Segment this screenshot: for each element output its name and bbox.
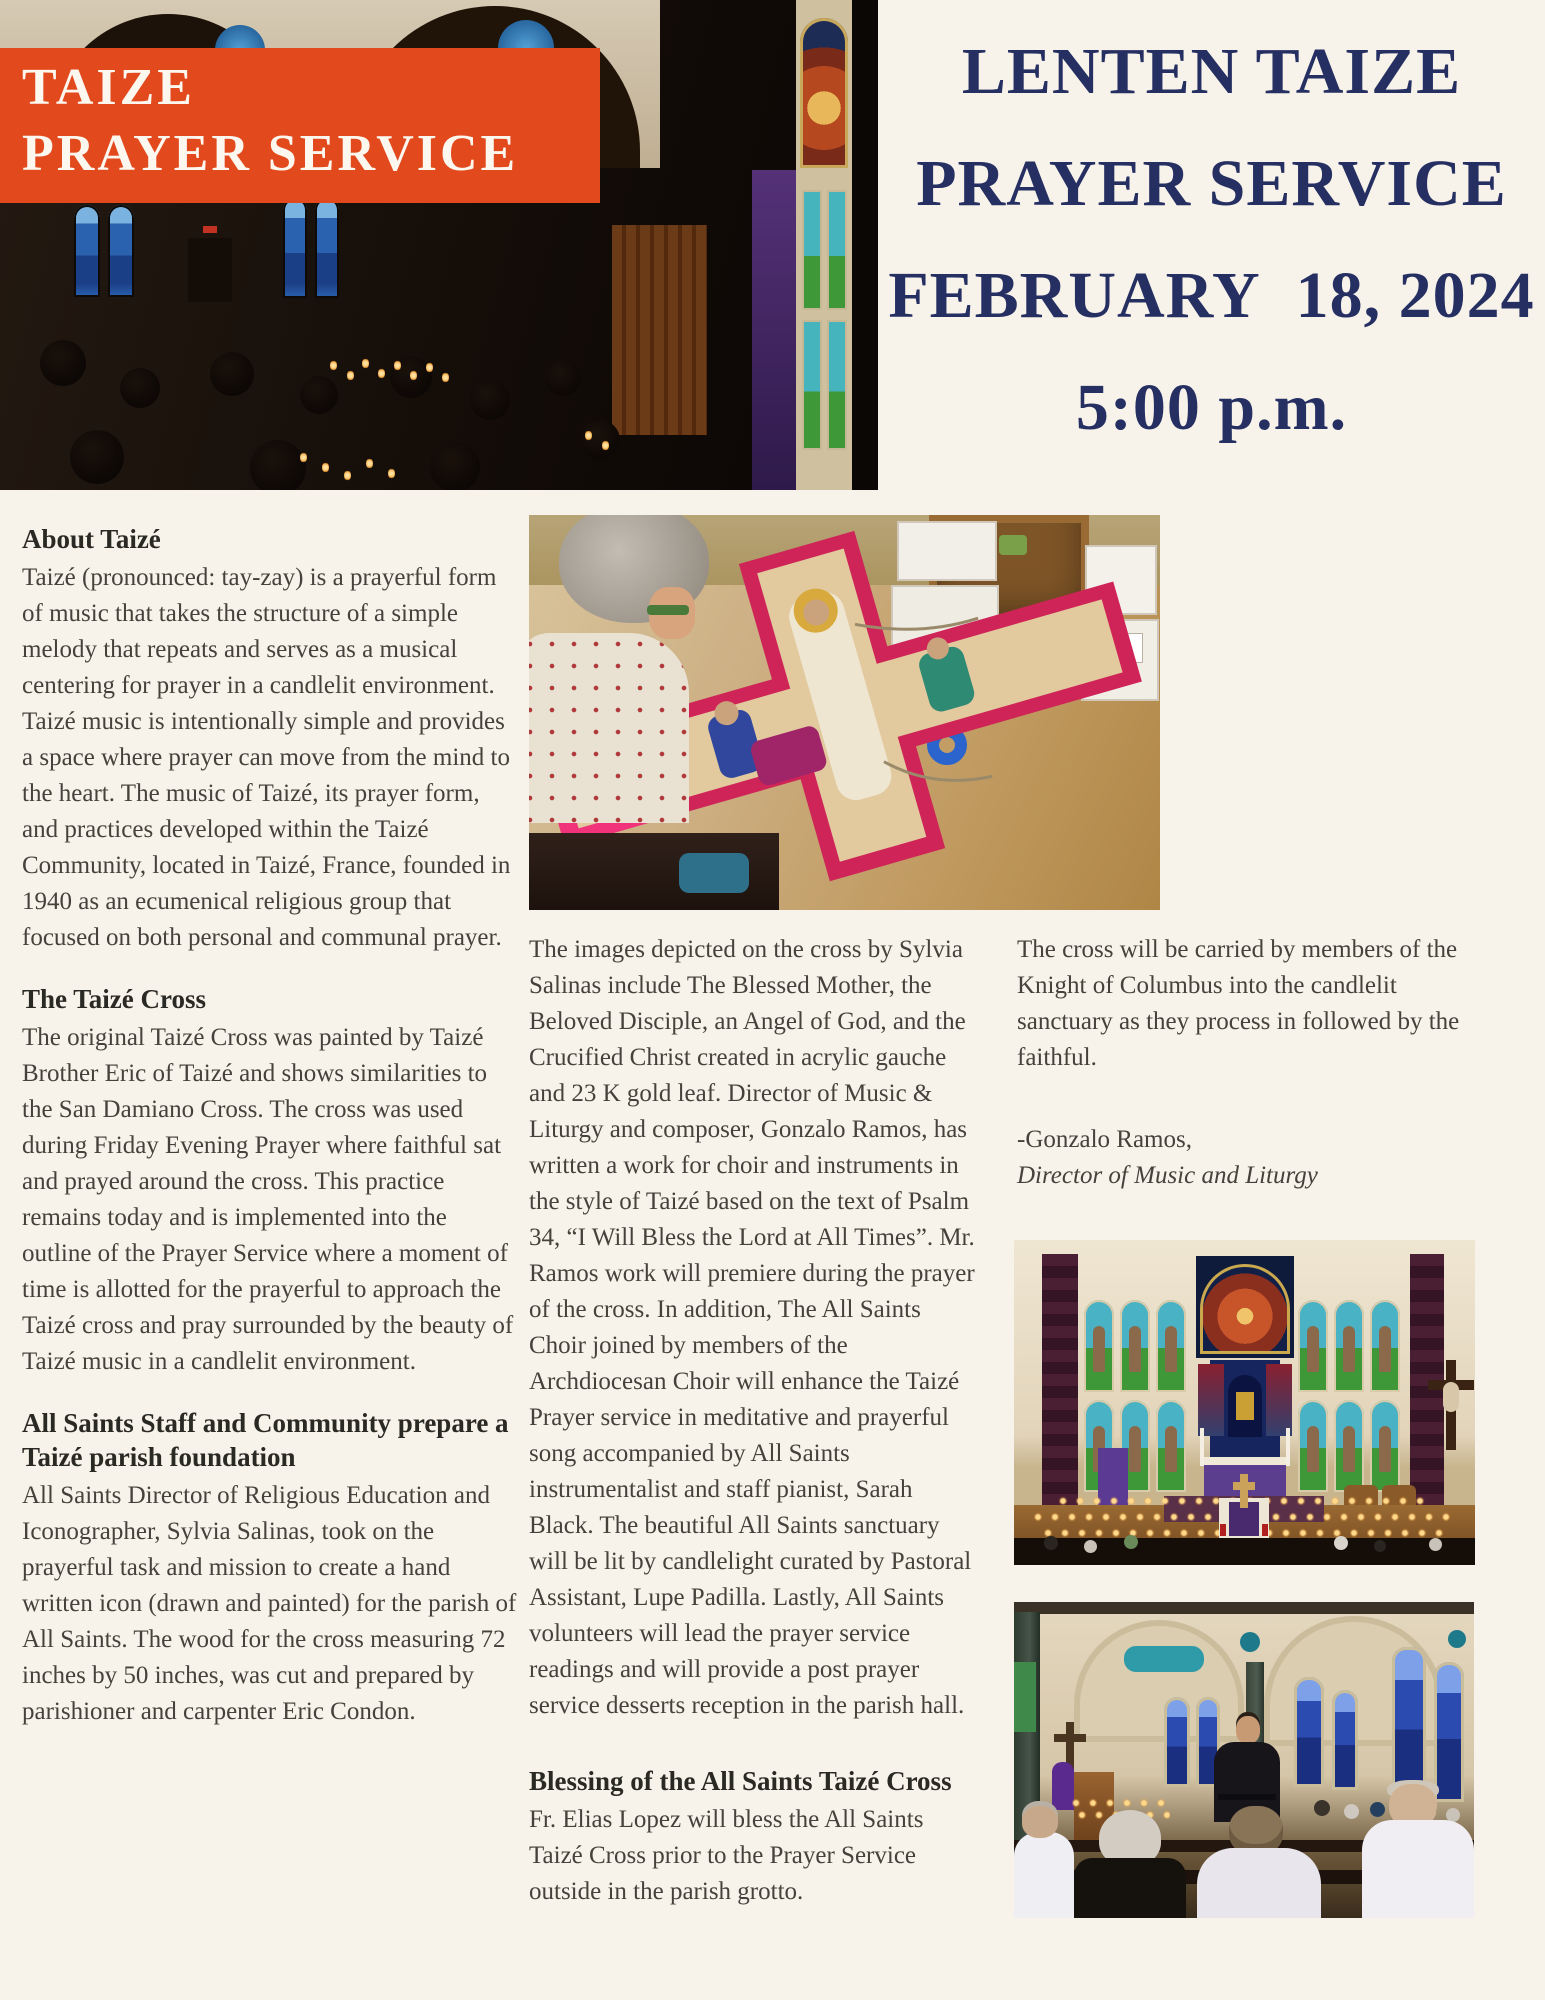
worshipper-head	[1124, 1535, 1138, 1549]
icon-banner	[1198, 1364, 1224, 1436]
icon-panel	[802, 190, 822, 310]
white-shirt	[1362, 1820, 1474, 1918]
candle	[362, 358, 369, 369]
event-title-line: FEBRUARY 18, 2024	[888, 259, 1535, 332]
candle	[442, 372, 449, 383]
icon-panel	[827, 320, 847, 450]
tabernacle	[1236, 1392, 1254, 1420]
worshipper-head	[1429, 1538, 1442, 1551]
choir-photo	[1014, 1602, 1474, 1918]
white-shirt	[1197, 1848, 1321, 1918]
foreground-worshipper-shirt	[1014, 1832, 1074, 1918]
green-glasses	[647, 605, 689, 615]
altar-candle	[1286, 1428, 1290, 1466]
event-title-line: PRAYER SERVICE	[916, 147, 1507, 220]
iconographer-floral-blouse	[529, 633, 689, 823]
event-title-line: 5:00 p.m.	[1075, 371, 1348, 444]
candle	[585, 430, 592, 441]
person-silhouette	[40, 340, 86, 386]
section-about-taize	[22, 522, 519, 956]
spandrel-medallion	[1240, 1632, 1260, 1652]
saint-icon-niche	[1334, 1400, 1364, 1492]
statue-figure	[1052, 1762, 1074, 1810]
icon-mural	[800, 18, 848, 168]
stained-glass-window	[108, 205, 134, 297]
sanctuary-photo	[1014, 1240, 1475, 1565]
candle	[330, 360, 337, 371]
hero-church-photo	[0, 0, 878, 490]
candle	[394, 360, 401, 371]
dark-jacket	[1074, 1858, 1186, 1918]
saint-icon-niche	[1084, 1300, 1114, 1392]
event-title-line: LENTEN TAIZE	[961, 35, 1462, 108]
person-silhouette	[210, 352, 254, 396]
spandrel-medallion	[1448, 1630, 1466, 1648]
right-column	[1017, 932, 1469, 1194]
stained-glass-window	[1294, 1677, 1324, 1787]
section-body: The original Taizé Cross was painted by Taizé Brother Eric of Taizé and shows similarities to the San Damiano Cross. The cross was used during Friday Evening Prayer where faithful sat and prayed around the cross. This practice remains today and is implemented into the outline of the Prayer Service where a moment of time is allotted for the prayerful to approach the Taizé cross and pray surrounded by the beauty of Taizé music in a candlelit environment.	[22, 1024, 514, 1375]
person-silhouette	[120, 368, 160, 408]
candle	[300, 452, 307, 463]
saint-icon-niche	[1370, 1300, 1400, 1392]
altar-candle	[1200, 1428, 1204, 1466]
candle	[602, 440, 609, 451]
worshipper-head	[1374, 1540, 1386, 1552]
candle	[344, 470, 351, 481]
candle	[322, 462, 329, 473]
saint-icon-niche	[1370, 1400, 1400, 1492]
candle	[410, 370, 417, 381]
san-damiano-cross	[1240, 1474, 1248, 1508]
church-door	[188, 238, 232, 302]
event-title	[878, 16, 1545, 464]
stained-glass-window	[1392, 1647, 1426, 1797]
saint-icon-niche	[1156, 1400, 1186, 1492]
stained-glass-window	[315, 198, 339, 298]
burgundy-drape	[1042, 1254, 1078, 1506]
section-heading: About Taizé	[22, 524, 161, 554]
purple-drape	[752, 170, 796, 490]
dark-pillar	[852, 0, 878, 490]
saint-icon-niche	[1120, 1300, 1150, 1392]
section-taize-cross	[22, 982, 519, 1380]
green-icon-panel	[1014, 1662, 1036, 1732]
saint-icon-niche	[1156, 1300, 1186, 1392]
section-body: All Saints Director of Religious Education and Iconographer, Sylvia Salinas, took on the prayerful task and mission to create a hand written icon (drawn and painted) for the parish of All Saints. The wood for the cross measuring 72 inches by 50 inches, was cut and prepared by parishioner and carpenter Eric Condon.	[22, 1482, 517, 1725]
teal-object	[679, 853, 749, 893]
section-body: Taizé (pronounced: tay-zay) is a prayerful form of music that takes the structure of a simple melody that repeats and serves as a musical centering for prayer in a candlelit environment. Taizé music is intentionally simple and provides a space where prayer can move from the mind to the heart. The music of Taizé, its prayer form, and practices developed within the Taizé Community, located in Taizé, France, founded in 1940 as an ecumenical religious group that focused on both personal and communal prayer.	[22, 564, 511, 951]
pews	[1014, 1538, 1475, 1565]
congregant-head	[1314, 1800, 1330, 1816]
middle-column	[529, 932, 981, 1910]
saint-icon-niche	[1334, 1300, 1364, 1392]
candle	[347, 370, 354, 381]
person-silhouette	[470, 380, 510, 420]
person-silhouette	[430, 442, 480, 490]
congregant-head	[1344, 1804, 1359, 1819]
stained-glass-window	[1434, 1662, 1464, 1802]
signature-name: -Gonzalo Ramos,	[1017, 1126, 1192, 1153]
saint-icon-niche	[1298, 1300, 1328, 1392]
stained-glass-window	[1164, 1697, 1190, 1787]
red-candle	[1262, 1524, 1268, 1536]
person-silhouette	[545, 360, 581, 396]
person-silhouette	[250, 440, 306, 490]
section-heading: All Saints Staff and Community prepare a Taizé parish foundation	[22, 1408, 509, 1472]
candle-cluster	[1072, 1798, 1172, 1808]
worshipper-head	[1044, 1536, 1058, 1550]
person-silhouette	[300, 376, 338, 414]
hero-banner-title-line2: PRAYER SERVICE	[22, 125, 519, 182]
saint-icon-niche	[1298, 1400, 1328, 1492]
conductor-head	[1236, 1716, 1260, 1744]
icon-panel	[827, 190, 847, 310]
creation-icon-mural	[1200, 1264, 1290, 1354]
candle	[388, 468, 395, 479]
music-stand	[1218, 1794, 1276, 1800]
exit-sign	[203, 226, 217, 233]
turquoise-accent	[1124, 1646, 1204, 1672]
stained-glass-window	[283, 198, 307, 298]
blessing-heading: Blessing of the All Saints Taizé Cross	[529, 1766, 952, 1796]
worshipper-head	[1334, 1536, 1348, 1550]
left-column	[22, 522, 519, 1756]
organ-pipes	[612, 225, 707, 435]
small-crucifix-beam	[1054, 1734, 1086, 1742]
stained-glass-window	[1332, 1690, 1358, 1790]
candle	[378, 368, 385, 379]
candle	[366, 458, 373, 469]
ceiling-shadow	[1014, 1602, 1474, 1614]
person-silhouette	[70, 430, 124, 484]
hero-banner	[0, 48, 600, 203]
signature-title: Director of Music and Liturgy	[1017, 1162, 1318, 1189]
section-heading: The Taizé Cross	[22, 984, 207, 1014]
corpus-figure	[1443, 1382, 1459, 1412]
red-candle	[1220, 1524, 1226, 1536]
cross-painting-photo	[529, 515, 1160, 910]
san-damiano-cross-beam	[1233, 1482, 1255, 1490]
section-parish-foundation	[22, 1406, 519, 1730]
icon-panel	[802, 320, 822, 450]
congregant-head	[1370, 1802, 1385, 1817]
worshipper-head	[1084, 1540, 1097, 1553]
foreground-worshipper-head	[1022, 1806, 1058, 1838]
hero-banner-title-line1: TAIZE	[22, 59, 195, 116]
blessing-body: Fr. Elias Lopez will bless the All Saints Taizé Cross prior to the Prayer Service outside in the parish grotto.	[529, 1806, 924, 1905]
candle	[426, 362, 433, 373]
icon-banner	[1266, 1364, 1292, 1436]
procession-body: The cross will be carried by members of the Knight of Columbus into the candlelit sanctuary as they process in followed by the faithful.	[1017, 936, 1460, 1071]
cross-description-body: The images depicted on the cross by Sylvia Salinas include The Blessed Mother, the Beloved Disciple, an Angel of God, and the Crucified Christ created in acrylic gauche and 23 K gold leaf. Director of Music & Liturgy and composer, Gonzalo Ramos, has written a work for choir and instruments in the style of Taizé based on the text of Psalm 34, “I Will Bless the Lord at All Times”. Mr. Ramos work will premiere during the prayer of the cross. In addition, The All Saints Choir joined by members of the Archdiocesan Choir will enhance the Taizé Prayer service in meditative and prayerful song accompanied by All Saints instrumentalist and staff pianist, Sarah Black. The beautiful All Saints sanctuary will be lit by candlelight curated by Pastoral Assistant, Lupe Padilla. Lastly, All Saints volunteers will lead the prayer service readings and will provide a post prayer service desserts reception in the parish hall.	[529, 936, 975, 1719]
stained-glass-window	[74, 205, 100, 297]
